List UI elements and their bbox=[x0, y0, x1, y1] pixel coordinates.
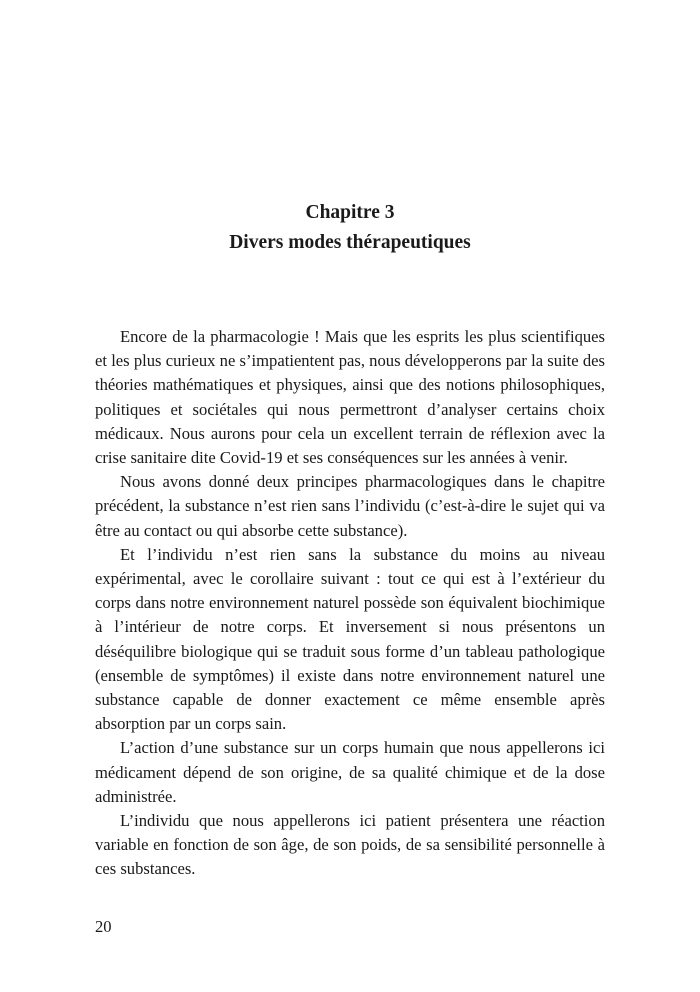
paragraph-4: L’action d’une substance sur un corps humain que nous appellerons ici médicament dépend de son origine, de sa qualité chimique et de la dose administrée. bbox=[95, 738, 605, 806]
page-number: 20 bbox=[95, 917, 112, 936]
chapter-number: Chapitre 3 bbox=[305, 202, 395, 223]
paragraph-5: L’individu que nous appellerons ici patient présentera une réaction variable en fonction de son âge, de son poids, de sa sensibilité personnelle à ces substances. bbox=[95, 811, 605, 879]
paragraph-2: Nous avons donné deux principes pharmacologiques dans le chapitre précédent, la substance n’est rien sans l’individu (c’est-à-dire le sujet qui va être au contact ou qui absorbe cette substance). bbox=[95, 472, 605, 540]
chapter-heading bbox=[0, 198, 700, 258]
paragraph-1: Encore de la pharmacologie ! Mais que les esprits les plus scientifiques et les plus curieux ne s’impatientent pas, nous développerons par la suite des théories mathématiques et physiques, ainsi que des notions philosophiques, politiques et sociétales qui nous permettront d’analyser certains choix médicaux. Nous aurons pour cela un excellent terrain de réflexion avec la crise sanitaire dite Covid-19 et ses conséquences sur les années à venir. bbox=[95, 327, 605, 468]
paragraph-3: Et l’individu n’est rien sans la substance du moins au niveau expérimental, avec le corollaire suivant : tout ce qui est à l’extérieur du corps dans notre environnement naturel possède son équivalent biochimique à l’intérieur de notre corps. Et inversement si nous présentons un déséquilibre biologique qui se traduit sous forme d’un tableau pathologique (ensemble de symptômes) il existe dans notre environnement naturel une substance capable de donner exactement ce même ensemble après absorption par un corps sain. bbox=[95, 544, 605, 734]
chapter-title: Divers modes thérapeutiques bbox=[229, 232, 471, 253]
body-text bbox=[95, 325, 605, 882]
